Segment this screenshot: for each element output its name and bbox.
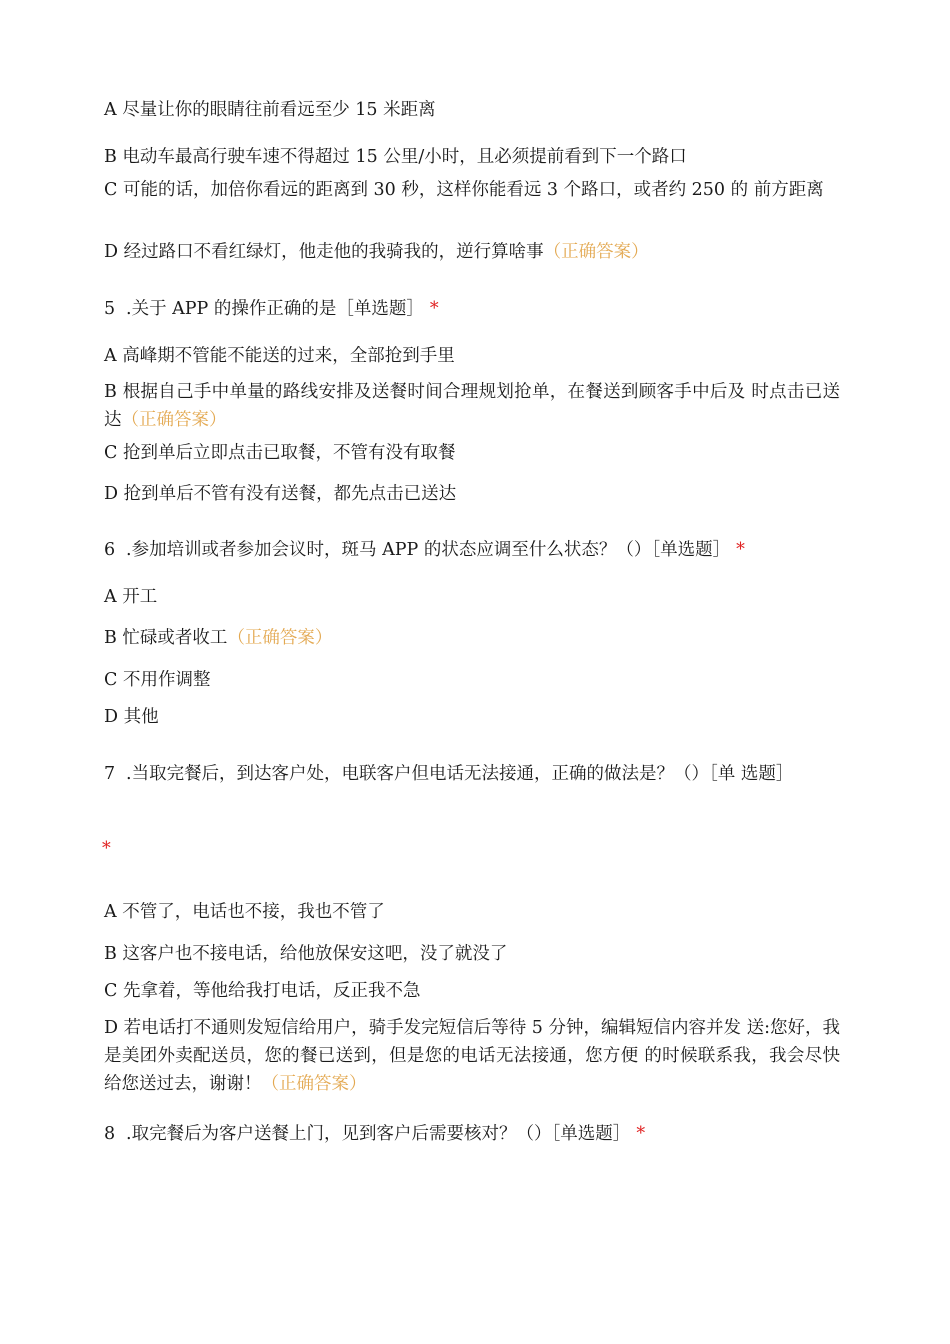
- option-text: B 电动车最高行驶车速不得超过 15 公里/小时，且必须提前看到下一个路口: [104, 147, 687, 167]
- option-text: A 开工: [104, 587, 158, 607]
- question-text: .取完餐后为客户送餐上门，见到客户后需要核对？（）［单选题］: [126, 1124, 631, 1144]
- q4-option-c: [104, 176, 840, 204]
- q7-option-d: [104, 1014, 840, 1098]
- q5-option-a: [104, 342, 840, 370]
- option-text: D 若电话打不通则发短信给用户，骑手发完短信后等待 5 分钟，编辑短信内容并发 送:您好，我是美团外卖配送员，您的餐已送到，但是您的电话无法接通，您方便 的时候联系我，我会尽快给您送过去，谢谢！: [104, 1018, 840, 1094]
- option-text: C 不用作调整: [104, 670, 211, 690]
- required-marker: *: [736, 540, 745, 560]
- correct-answer-tag: （正确答案）: [227, 628, 333, 648]
- question-number: 8: [104, 1124, 116, 1144]
- option-text: B 忙碌或者收工: [104, 628, 228, 648]
- q5-question: [104, 295, 840, 323]
- q5-option-c: [104, 439, 840, 467]
- option-text: D 其他: [104, 707, 159, 727]
- option-text: A 尽量让你的眼睛往前看远至少 15 米距离: [104, 100, 436, 120]
- q7-option-b: [104, 940, 840, 968]
- option-text: C 可能的话，加倍你看远的距离到 30 秒，这样你能看远 3 个路口，或者约 250 的 前方距离: [104, 180, 824, 200]
- question-number: 5: [104, 299, 116, 319]
- question-text: .当取完餐后，到达客户处，电联客户但电话无法接通，正确的做法是？（）［单 选题］: [126, 764, 794, 784]
- q6-option-b: [104, 624, 840, 652]
- q5-option-b: [104, 378, 840, 434]
- correct-answer-tag: （正确答案）: [261, 1074, 367, 1094]
- question-text: .关于 APP 的操作正确的是［单选题］: [126, 299, 424, 319]
- option-text: A 高峰期不管能不能送的过来，全部抢到手里: [104, 346, 455, 366]
- option-text: D 抢到单后不管有没有送餐，都先点击已送达: [104, 484, 457, 504]
- option-text: A 不管了，电话也不接，我也不管了: [104, 902, 385, 922]
- question-number: 7: [104, 764, 116, 784]
- option-text: B 这客户也不接电话，给他放保安这吧，没了就没了: [104, 944, 508, 964]
- q7-question: [104, 760, 840, 788]
- q7-required-marker-line: [102, 835, 838, 863]
- required-marker: *: [429, 299, 439, 319]
- q7-option-a: [104, 898, 840, 926]
- q7-option-c: [104, 977, 840, 1005]
- required-marker: *: [102, 839, 111, 859]
- q5-option-d: [104, 480, 840, 508]
- question-text: .参加培训或者参加会议时，斑马 APP 的状态应调至什么状态？（）［单选题］: [126, 540, 731, 560]
- option-text: D 经过路口不看红绿灯，他走他的我骑我的，逆行算啥事: [104, 242, 544, 262]
- q8-question: [104, 1120, 840, 1148]
- correct-answer-tag: （正确答案）: [543, 242, 649, 262]
- q6-question: [104, 536, 840, 564]
- q4-option-a: [104, 96, 840, 124]
- required-marker: *: [636, 1124, 646, 1144]
- question-number: 6: [104, 540, 116, 560]
- q6-option-a: [104, 583, 840, 611]
- q4-option-b: [104, 143, 840, 171]
- q6-option-c: [104, 666, 840, 694]
- q6-option-d: [104, 703, 840, 731]
- correct-answer-tag: （正确答案）: [121, 410, 227, 430]
- option-text: B 根据自己手中单量的路线安排及送餐时间合理规划抢单，在餐送到顾客手中后及 时点击已送达: [104, 382, 840, 430]
- option-text: C 先拿着，等他给我打电话，反正我不急: [104, 981, 421, 1001]
- q4-option-d: [104, 238, 840, 266]
- option-text: C 抢到单后立即点击已取餐，不管有没有取餐: [104, 443, 456, 463]
